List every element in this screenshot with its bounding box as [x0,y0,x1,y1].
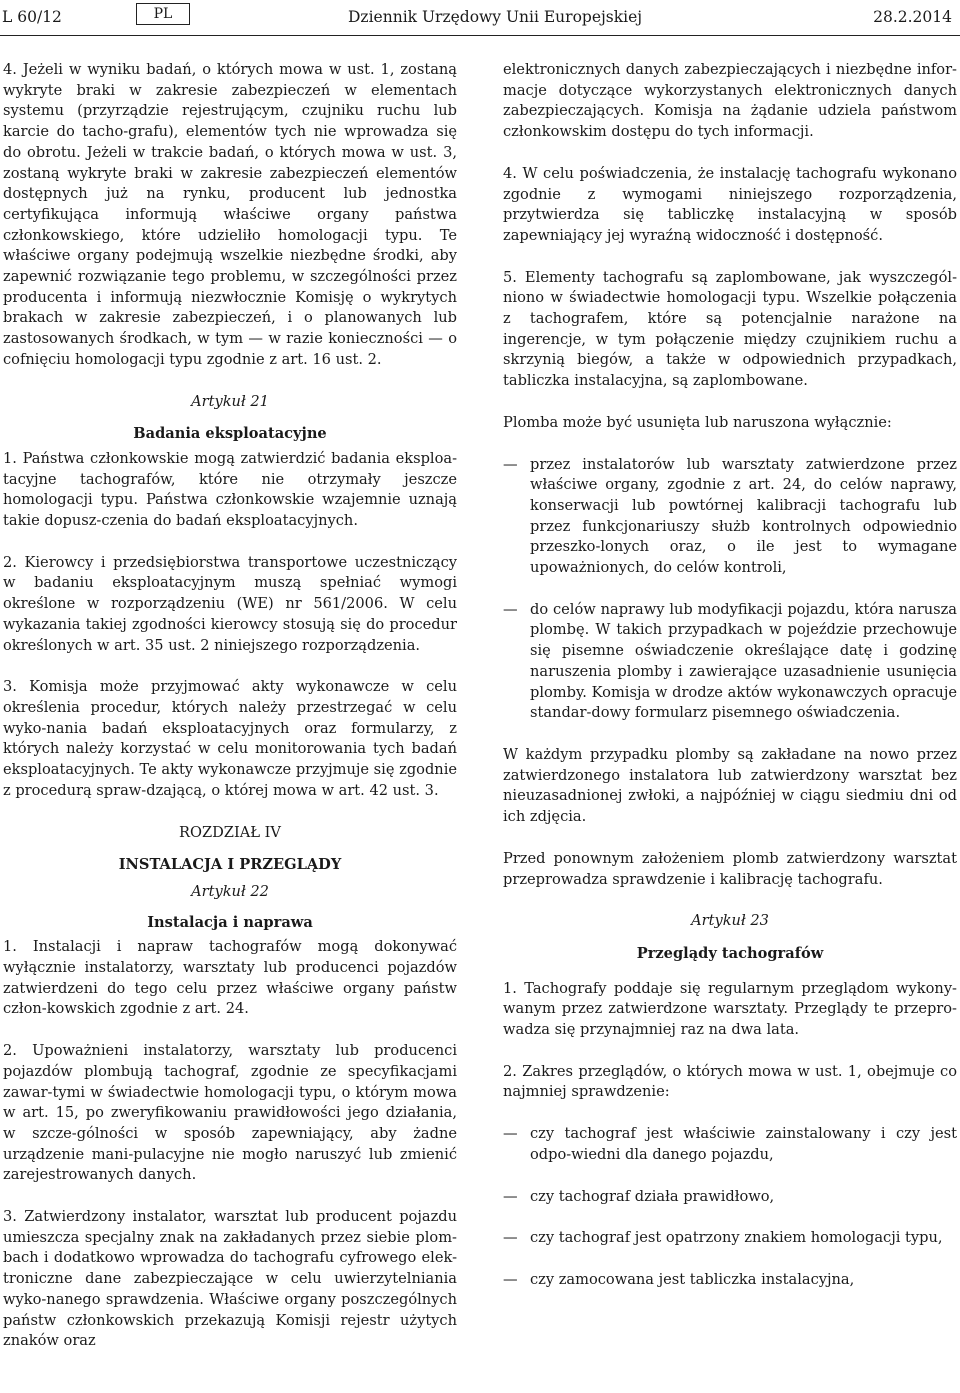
list-item [503,1187,957,1208]
art22-para-4: 4. W celu poświadczenia, że instalację tachografu wykonano zgodnie z wymogami niniejszego rozporządzenia, przytwierdza się tabliczkę instalacyjną w sposób zapewniający jej wyraźną widoczność i dostępność. [503,164,957,244]
dash-marker: — [503,600,518,618]
list-item-text: przez instalatorów lub warsztaty zatwierdzone przez właściwe organy, zgodnie z art. 24, do celów naprawy, konserwacji lub powtórnej kalibracji tachografu lub przez funkcjonariuszy służb kontrolnych odpowiednio przeszko-lonych oraz, o ile jest to wymagane upoważnionych, do celów kontroli, [530,455,957,577]
list-item [503,455,957,579]
dash-marker: — [503,1187,518,1205]
page-header [0,0,960,40]
art22-para-5: 5. Elementy tachografu są zaplombowane, jak wyszczegól-niono w świadectwie homologacji typu. Wszelkie połączenia z tachografem, które są potencjalnie narażone na ingerencje, w tym połączenie między czujnikiem ruchu a skrzynią biegów, a także w odpowiednich przypadkach, tabliczka instalacyjna, są zaplombowane. [503,268,957,390]
art22-para-3: 3. Zatwierdzony instalator, warsztat lub producent pojazdu umieszcza specjalny znak na zakładanych przez siebie plom-bach i dodatkowo wprowadza do tachografu cyfrowego elek-troniczne dane zabezpieczające w celu uwierzytelniania wyko-nanego sprawdzenia. Właściwe organy poszczególnych państw członkowskich przekazują Komisji rejestr użytych znaków oraz [3,1208,457,1350]
article-23-title: Przeglądy tachografów [636,944,824,962]
list-item-text: do celów naprawy lub modyfikacji pojazdu, która narusza plombę. W takich przypadkach w pojeździe przechowuje się pisemne oświadczenie określające datę i godzinę naruszenia plomby i zawierające uzasadnienie usunięcia plomby. Komisja w drodze aktów wykonawczych opracuje standar-dowy formularz pisemnego oświadczenia. [530,600,957,722]
language-badge: PL [136,3,190,25]
list-item-text: czy tachograf działa prawidłowo, [530,1187,775,1205]
art21-para-1: 1. Państwa członkowskie mogą zatwierdzić badania eksploa-tacyjne tachografów, które nie otrzymały jeszcze homologacji typu. Państwa członkowskie wzajemnie uznają takie dopusz-czenia do badań eksploatacyjnych. [3,449,457,530]
chapter-number: ROZDZIAŁ IV [179,823,281,841]
header-rule [0,35,960,36]
art22-para-3-continued: elektronicznych danych zabezpieczających i niezbędne infor-macje dotyczące wykorzystanych elektronicznych danych zabezpieczających. Komisja na żądanie udziela państwom członkowskim dostępu do tych informacji. [503,61,957,141]
art23-para-2: 2. Zakres przeglądów, o których mowa w ust. 1, obejmuje co najmniej sprawdzenie: [503,1062,957,1101]
article-21-title: Badania eksploatacyjne [133,425,327,443]
art20-para-4: 4. Jeżeli w wyniku badań, o których mowa w ust. 1, zostaną wykryte braki w zakresie zabezpieczeń w elementach systemu (przyrządzie rejestrującym, czujniku ruchu lub karcie do tacho-grafu), elementów tych nie wprowadza się do obrotu. Jeżeli w trakcie badań, o których mowa w ust. 3, zostaną wykryte braki w zakresie zabezpieczeń elementów dostępnych już na rynku, producent lub jednostka certyfikująca informują właściwe organy państwa członkowskiego, które udzieliło homologacji typu. Te właściwe organy podejmują wszelkie niezbędne środki, aby zapewnić rozwiązanie tego problemu, w szczególności przez producenta i informują niezwłocznie Komisję o wykrytych brakach w zakresie zabezpieczeń, i o planowanych lub zastosowanych środkach, w tym — w razie konieczności — o cofnięciu homologacji typu zgodnie z art. 16 ust. 2. [3,61,457,368]
art22-para-1: 1. Instalacji i napraw tachografów mogą dokonywać wyłącznie instalatorzy, warsztaty lub producenci pojazdów zatwierdzeni do tego celu przez właściwe organy państw człon-kowskich zgodnie z art. 24. [3,938,457,1018]
article-22-title: Instalacja i naprawa [147,913,313,931]
art22-para-2: 2. Upoważnieni instalatorzy, warsztaty lub producenci pojazdów plombują tachograf, zgodnie ze specyfikacjami zawar-tymi w świadectwie homologacji typu, o którym mowa w art. 15, po zweryfikowaniu prawidłowości jego działania, w szcze-gólności w sposób zapewniający, aby żadne urządzenie mani-pulacyjne nie mogło naruszyć lub zmienić zarejestrowanych danych. [3,1042,457,1184]
list-item [503,1270,957,1291]
art23-para-1: 1. Tachografy poddaje się regularnym przeglądom wykony-wanym przez zatwierdzone warsztaty. Przeglądy te przepro-wadza się przynajmniej raz na dwa lata. [503,979,957,1039]
seal-removal-intro: Plomba może być usunięta lub naruszona wyłącznie: [503,413,892,431]
article-23-number: Artykuł 23 [691,912,769,930]
list-item [503,1124,957,1165]
dash-marker: — [503,1270,518,1288]
list-item-text: czy tachograf jest właściwie zainstalowany i czy jest odpo-wiedni dla danego pojazdu, [530,1125,957,1163]
dash-marker: — [503,455,518,473]
calibration-paragraph: Przed ponownym założeniem plomb zatwierdzony warsztat przeprowadza sprawdzenie i kalibrację tachografu. [503,849,957,888]
right-column [503,60,957,1291]
dash-marker: — [503,1229,518,1247]
dash-marker: — [503,1125,518,1143]
page-number: L 60/12 [2,8,62,26]
reseal-paragraph: W każdym przypadku plomby są zakładane na nowo przez zatwierdzonego instalatora lub zatwierdzony warsztat bez nieuzasadnionej zwłoki, a najpóźniej w ciągu siedmiu dni od ich zdjęcia. [503,745,957,826]
art21-para-3: 3. Komisja może przyjmować akty wykonawcze w celu określenia procedur, których należy przestrzegać w celu wyko-nania badań eksploatacyjnych oraz formularzy, z których należy korzystać w celu monitorowania tych badań eksploatacyjnych. Te akty wykonawcze przyjmuje się zgodnie z procedurą spraw-dzającą, o której mowa w art. 42 ust. 3. [3,678,457,799]
art21-para-2: 2. Kierowcy i przedsiębiorstwa transportowe uczestniczący w badaniu eksploatacyjnym muszą spełniać wymogi określone w rozporządzeniu (WE) nr 561/2006. W celu wykazania takiej zgodności kierowcy stosują się do procedur określonych w art. 35 ust. 2 niniejszego rozporządzenia. [3,553,457,654]
publication-date: 28.2.2014 [873,8,952,26]
left-column [3,60,457,1352]
article-21-number: Artykuł 21 [191,392,269,410]
list-item [503,600,957,724]
list-item [503,1228,957,1249]
list-item-text: czy zamocowana jest tabliczka instalacyjna, [530,1270,855,1288]
article-22-number: Artykuł 22 [191,882,269,900]
journal-title: Dziennik Urzędowy Unii Europejskiej [348,8,643,26]
list-item-text: czy tachograf jest opatrzony znakiem homologacji typu, [530,1229,943,1247]
chapter-title: INSTALACJA I PRZEGLĄDY [118,856,342,874]
